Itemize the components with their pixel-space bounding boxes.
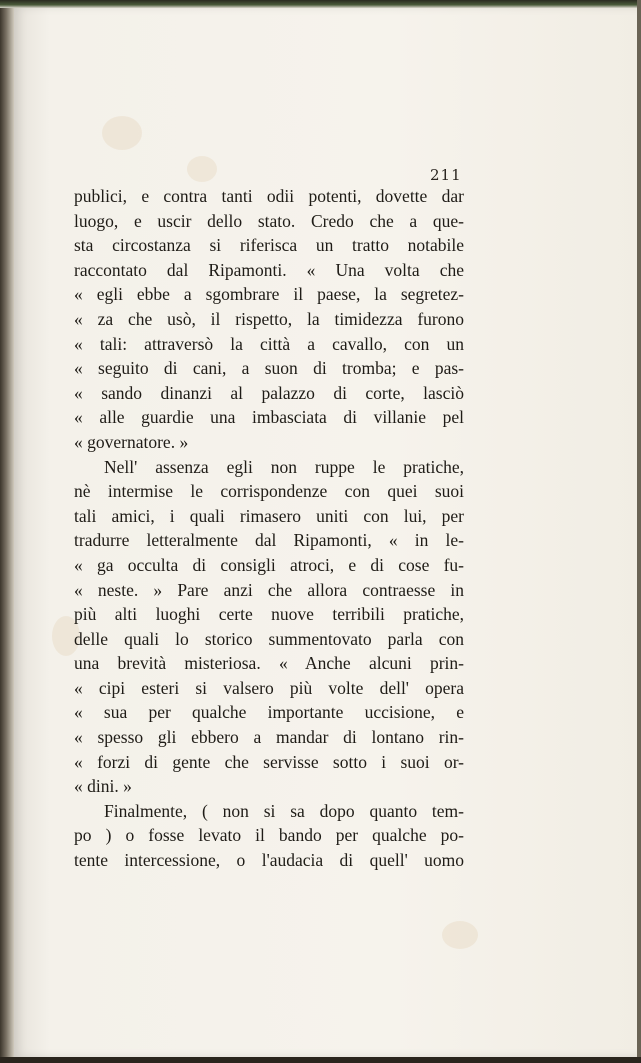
foxing-stain (442, 921, 478, 949)
text-line: « dini. » (74, 776, 132, 797)
text-line: « za che usò, il rispetto, la timidezza furono (74, 308, 464, 329)
text-line: « egli ebbe a sgombrare il paese, la segretez- (74, 284, 464, 305)
text-line: una brevità misteriosa. « Anche alcuni prin- (74, 653, 464, 674)
text-line: publici, e contra tanti odii potenti, dovette dar (74, 186, 464, 206)
foxing-stain (102, 116, 142, 150)
text-line: « seguito di cani, a suon di tromba; e pas- (74, 358, 464, 379)
text-line: nè intermise le corrispondenze con quei suoi (74, 481, 464, 502)
page-number: 211 (430, 166, 462, 184)
text-line: « tali: attraversò la città a cavallo, con un (74, 333, 464, 354)
text-line: Finalmente, ( non si sa dopo quanto tem- (104, 800, 464, 821)
body-text (74, 184, 464, 873)
text-line: « ga occulta di consigli atroci, e di cose fu- (74, 554, 464, 575)
text-line: tali amici, i quali rimasero uniti con lui, per (74, 505, 464, 526)
text-line: « sando dinanzi al palazzo di corte, lasciò (74, 382, 464, 403)
text-line: Nell' assenza egli non ruppe le pratiche, (104, 456, 464, 477)
right-edge (637, 0, 641, 1063)
text-line: « sua per qualche importante uccisione, e (74, 702, 464, 723)
text-line: delle quali lo storico summentovato parla con (74, 628, 464, 649)
foxing-stain (187, 156, 217, 182)
text-line: luogo, e uscir dello stato. Credo che a que- (74, 210, 464, 231)
bottom-edge (0, 1057, 641, 1063)
text-line: più alti luoghi certe nuove terribili pratiche, (74, 604, 464, 625)
text-line: tente intercessione, o l'audacia di quell' uomo (74, 850, 464, 871)
text-line: « neste. » Pare anzi che allora contraesse in (74, 579, 464, 600)
text-line: « cipi esteri si valsero più volte dell' opera (74, 677, 464, 698)
binding-edge (0, 0, 14, 1063)
text-line: « alle guardie una imbasciata di villanie pel (74, 407, 464, 428)
text-line: tradurre letteralmente dal Ripamonti, « in le- (74, 530, 464, 551)
text-line: « spesso gli ebbero a mandar di lontano rin- (74, 727, 464, 748)
text-line: po ) o fosse levato il bando per qualche po- (74, 825, 464, 846)
top-edge (0, 0, 641, 8)
text-line: sta circostanza si riferisca un tratto notabile (74, 235, 464, 256)
paper-sheet (12, 6, 641, 1058)
text-line: « forzi di gente che servisse sotto i suoi or- (74, 751, 464, 772)
text-line: « governatore. » (74, 431, 189, 452)
text-line: raccontato dal Ripamonti. « Una volta che (74, 259, 464, 280)
